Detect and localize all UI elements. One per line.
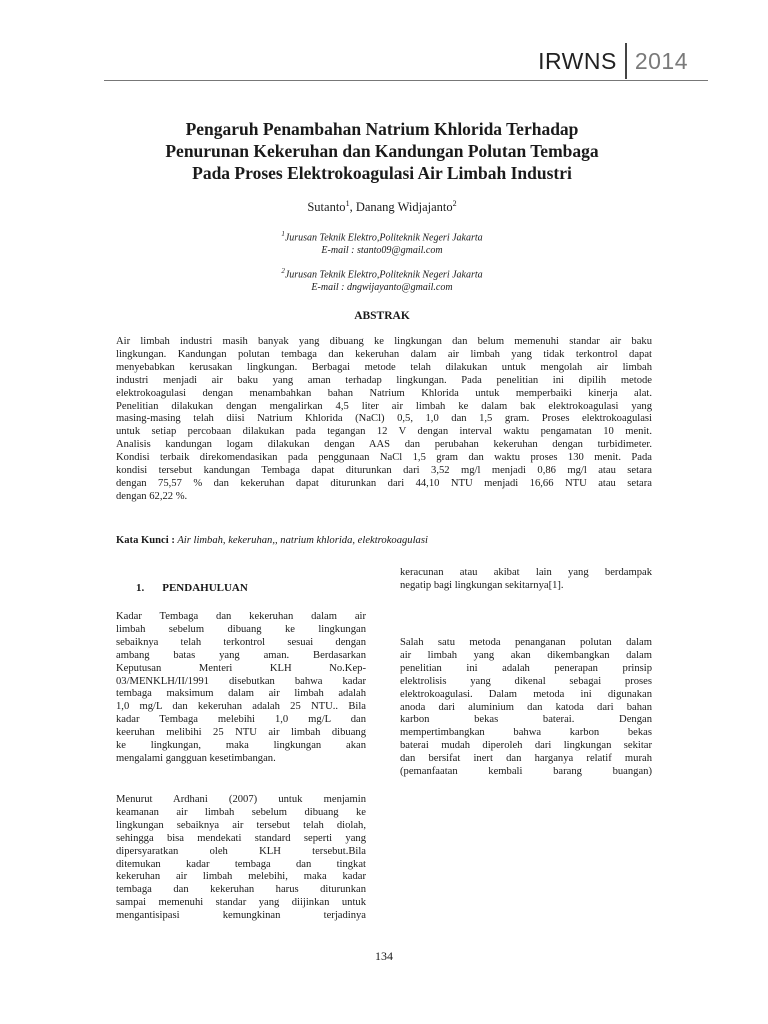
abstract-line: masing-masing telah diisi Natrium Khlorida (NaCl) 0,5, 1,0 dan 1,5 gram. Proses elektrokoagulasi bbox=[116, 413, 652, 425]
body-line: (pemanfaatan kembali barang buangan) bbox=[400, 766, 652, 778]
abstract-line: Analisis kandungan logam dilakukan dengan AAS dan perubahan kekeruhan dengan turbidimeter. bbox=[116, 439, 652, 451]
abstract-line: Penelitian dilakukan dengan mengalirkan 4,5 liter air limbah ke dalam bak elektrokoagulasi yang bbox=[116, 400, 652, 412]
body-line: 1,0 mg/L dan kekeruhan adalah 25 NTU.. Bila bbox=[116, 701, 366, 713]
body-line: sampai memenuhi standar yang diijinkan untuk bbox=[116, 897, 366, 909]
body-line: negatip bagi lingkungan sekitarnya[1]. bbox=[400, 579, 564, 591]
body-line: keracunan atau akibat lain yang berdampak bbox=[400, 567, 652, 578]
body-line: Menurut Ardhani (2007) untuk menjamin bbox=[116, 794, 366, 805]
author-name: , Danang Widjajanto bbox=[349, 200, 453, 215]
affiliation-1 bbox=[100, 228, 664, 257]
body-line: kadar Tembaga melebihi 1,0 mg/L dan bbox=[116, 714, 366, 726]
body-line: penelitian ini adalah penerapan prinsip bbox=[400, 662, 652, 674]
body-line: dan bersifat inert dan harganya relatif murah bbox=[400, 753, 652, 765]
abstract-line: untuk setiap percobaan dilakukan pada tegangan 12 V dengan interval waktu pengamatan 10 menit. bbox=[116, 426, 652, 438]
body-line: keamanan air limbah sebelum dibuang ke bbox=[116, 806, 366, 818]
affiliation-sup: 1 bbox=[281, 230, 285, 238]
body-line: sebaiknya telah terkontrol sesuai dengan bbox=[116, 636, 366, 648]
body-line: Salah satu metoda penanganan polutan dalam bbox=[400, 637, 652, 648]
journal-header bbox=[538, 44, 688, 78]
journal-year: 2014 bbox=[634, 47, 688, 74]
body-line: tembaga dan kekeruhan harus diturunkan bbox=[116, 884, 366, 896]
body-line: tembaga maksimum dalam air limbah adalah bbox=[116, 688, 366, 700]
affiliation-email: E-mail : dngwijayanto@gmail.com bbox=[311, 281, 453, 293]
right-column-paragraph-2 bbox=[400, 637, 652, 779]
body-line: keeruhan melibihi 25 NTU air limbah dibuang bbox=[116, 727, 366, 739]
body-line: elektrokoagulasi. Dalam metoda ini digunakan bbox=[400, 688, 652, 700]
affiliation-dept-text: Jurusan Teknik Elektro,Politeknik Negeri Jakarta bbox=[284, 232, 483, 244]
author-name: Sutanto bbox=[307, 200, 346, 215]
header-divider bbox=[625, 43, 627, 79]
abstract-line: lingkungan. Kandungan polutan tembaga dan kekeruhan dalam air limbah yang tidak terkontrol dapat bbox=[116, 348, 652, 360]
body-line: air limbah yang akan dikembangkan dalam bbox=[400, 649, 652, 661]
body-line: dipersyaratkan oleh KLH tersebut.Bila bbox=[116, 845, 366, 857]
body-line: kekeruhan air limbah melebihi, maka kadar bbox=[116, 871, 366, 883]
body-line: Keputusan Menteri KLH No.Kep- bbox=[116, 662, 366, 674]
section-heading bbox=[136, 582, 248, 594]
author-list bbox=[100, 199, 664, 215]
author-sup: 1 bbox=[345, 199, 350, 208]
title-line: Pengaruh Penambahan Natrium Khlorida Terhadap bbox=[185, 119, 579, 139]
abstract-line: Air limbah industri masih banyak yang dibuang ke lingkungan dan belum memenuhi standar air baku bbox=[116, 336, 652, 347]
body-line: sehingga bisa mendekati standard seperti yang bbox=[116, 832, 366, 844]
page-number: 134 bbox=[375, 949, 393, 963]
abstract-line: dengan 62,22 %. bbox=[116, 490, 188, 502]
affiliation-2 bbox=[100, 265, 664, 294]
abstract-line: menyebabkan kerusakan lingkungan. Berbagai metode telah dilakukan untuk mengolah air limbah bbox=[116, 361, 652, 373]
body-line: Kadar Tembaga dan kekeruhan dalam air bbox=[116, 611, 366, 622]
body-line: ambang batas yang aman. Berdasarkan bbox=[116, 649, 366, 661]
abstract-line: elektrokoagulasi dengan menambahkan bahan Natrium Khlorida untuk memperbaiki kinerja alat. bbox=[116, 387, 652, 399]
section-number: 1. bbox=[136, 582, 145, 594]
body-line: ditemukan kadar tembaga dan tingkat bbox=[116, 858, 366, 870]
body-line: 03/MENKLH/II/1991 disebutkan bahwa kadar bbox=[116, 675, 366, 687]
body-line: ke lingkungan, maka lingkungan akan bbox=[116, 740, 366, 752]
title-line: Penurunan Kekeruhan dan Kandungan Polutan Tembaga bbox=[165, 141, 599, 161]
body-line: anoda dari aluminium dan katoda dari bahan bbox=[400, 701, 652, 713]
section-title: PENDAHULUAN bbox=[162, 582, 248, 594]
body-line: mengalami gangguan kesetimbangan. bbox=[116, 752, 276, 764]
abstract-heading: ABSTRAK bbox=[354, 310, 410, 322]
keywords-value: Air limbah, kekeruhan,, natrium khlorida, elektrokoagulasi bbox=[174, 535, 428, 546]
right-column-paragraph-1 bbox=[400, 567, 652, 593]
abstract-body bbox=[116, 336, 652, 504]
affiliation-sup: 2 bbox=[281, 267, 285, 275]
author-sup: 2 bbox=[452, 199, 457, 208]
keywords bbox=[116, 535, 428, 546]
journal-name: IRWNS bbox=[538, 47, 617, 74]
left-column-paragraph-2 bbox=[116, 794, 366, 923]
abstract-line: dengan 75,57 % dan kekeruhan dapat diturunkan dari 44,10 NTU menjadi 16,66 NTU atau setara bbox=[116, 477, 652, 489]
header-rule bbox=[104, 80, 708, 81]
body-line: lingkungan sebaiknya air tersebut telah diolah, bbox=[116, 819, 366, 831]
keywords-label: Kata Kunci : bbox=[116, 535, 175, 546]
body-line: karbon bekas baterai. Dengan bbox=[400, 714, 652, 726]
body-line: baterai mudah diperoleh dari lingkungan sekitar bbox=[400, 740, 652, 752]
abstract-line: Kondisi terbaik direkomendasikan pada penggunaan NaCl 1,5 gram dan waktu proses 130 menit. Pada bbox=[116, 452, 652, 464]
body-line: mempertimbangkan bahwa karbon bekas bbox=[400, 727, 652, 739]
left-column-paragraph-1 bbox=[116, 611, 366, 766]
body-line: limbah sebelum dibuang ke lingkungan bbox=[116, 623, 366, 635]
affiliation-dept bbox=[100, 265, 664, 282]
abstract-line: industri menjadi air baku yang aman terhadap lingkungan. Pada penelitian ini dipilih metode bbox=[116, 374, 652, 386]
affiliation-dept-text: Jurusan Teknik Elektro,Politeknik Negeri Jakarta bbox=[284, 269, 483, 281]
body-line: elektrolisis yang dikenal sebagai proses bbox=[400, 675, 652, 687]
affiliation-dept bbox=[100, 228, 664, 245]
affiliation-email: E-mail : stanto09@gmail.com bbox=[321, 244, 443, 256]
abstract-line: kondisi tersebut kandungan Tembaga dapat diturunkan dari 3,52 mg/l menjadi 0,86 mg/l atau setara bbox=[116, 465, 652, 477]
title-line: Pada Proses Elektrokoagulasi Air Limbah Industri bbox=[192, 163, 572, 183]
body-line: mengantisipasi kemungkinan terjadinya bbox=[116, 910, 366, 922]
paper-title bbox=[100, 118, 664, 184]
